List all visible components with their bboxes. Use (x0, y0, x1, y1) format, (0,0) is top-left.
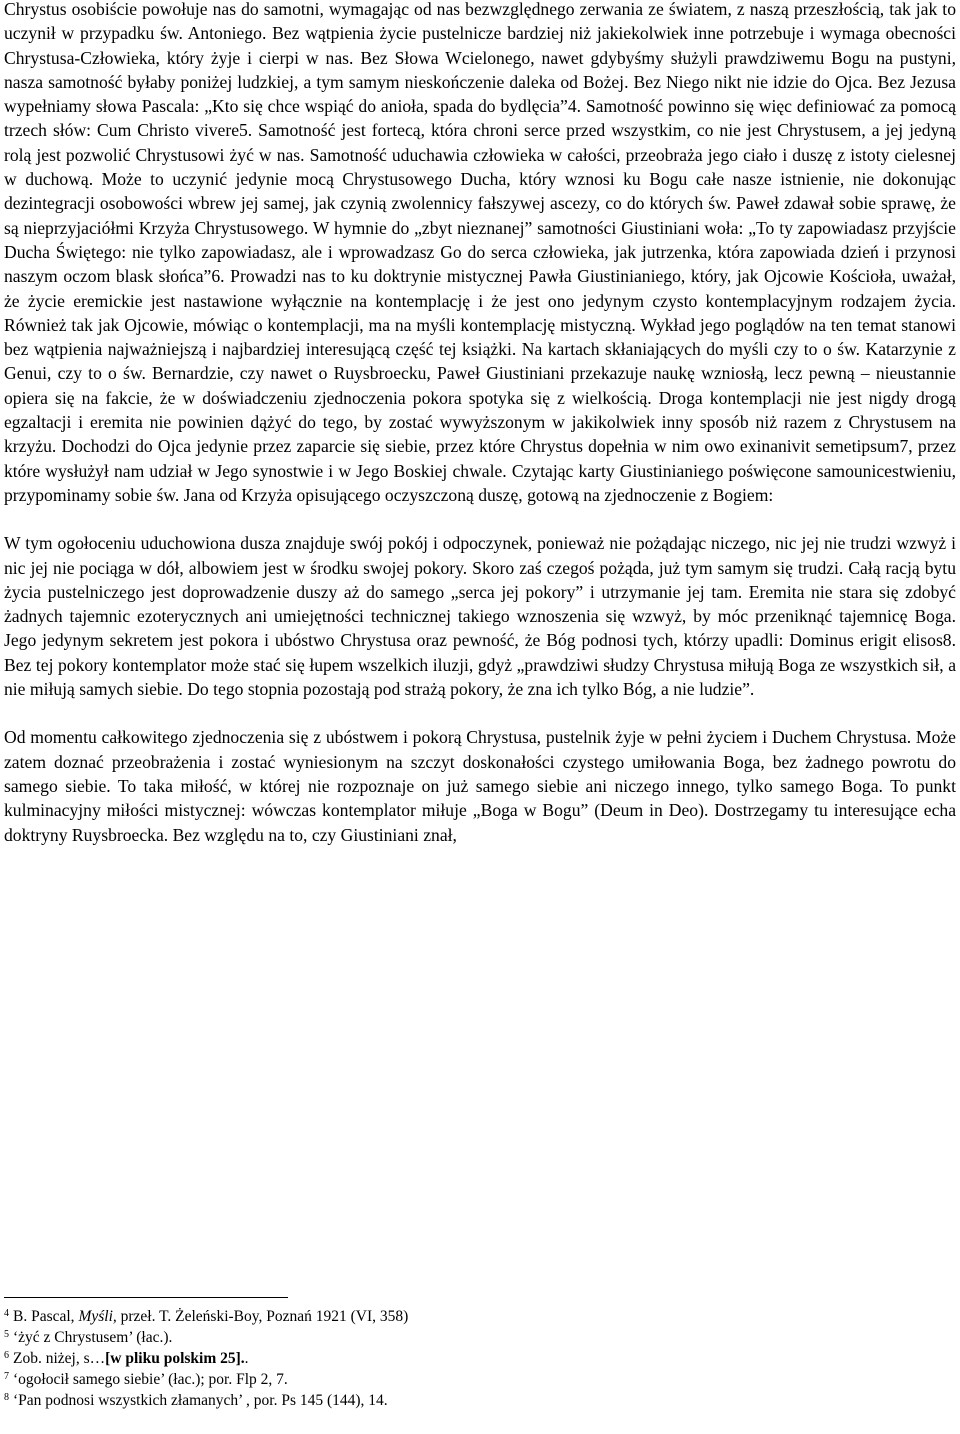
footnotes (4, 1297, 956, 1411)
footnote-number: 4 (4, 1308, 9, 1319)
footnote-4 (4, 1306, 956, 1327)
footnote-7 (4, 1369, 956, 1390)
footnote-text: B. Pascal, (13, 1308, 79, 1325)
body-paragraph-2: W tym ogołoceniu uduchowiona dusza znajduje swój pokój i odpoczynek, ponieważ nie pożądając niczego, nic jej nie trudzi wzwyż i nic jej nie pociąga w dół, albowiem jest w środku swojej pokory. Skoro zaś czegoś pożąda, już tym samym się trudzi. Całą racją bytu życia pustelniczego jest doprowadzenie duszy aż do samego „serca jej pokory” i utrzymanie jej tam. Eremita nie stara się zdobyć żadnych tajemnic ezoterycznych ani umiejętności technicznej takiego wznoszenia się wzwyż, by móc przeniknąć tajemnicę Boga. Jego jedynym sekretem jest pokora i ubóstwo Chrystusa oraz pewność, że Bóg podnosi tych, którzy upadli: Dominus erigit elisos8. Bez tej pokory kontemplator może stać się łupem wszelkich iluzji, gdyż „prawdziwi słudzy Chrystusa miłują Boga ze wszystkich sił, a nie miłują samych siebie. Do tego stopnia pozostają pod strażą pokory, że zna ich tylko Bóg, a nie ludzie”. (4, 533, 956, 700)
footnote-number: 6 (4, 1350, 9, 1361)
body-paragraph-3: Od momentu całkowitego zjednoczenia się z ubóstwem i pokorą Chrystusa, pustelnik żyje w pełni życiem i Duchem Chrystusa. Może zatem doznać przeobrażenia i zostać wyniesionym na szczyt doskonałości czystego umiłowania Boga, bez żadnego powrotu do samego siebie. To taka miłość, w której nie rozpoznaje on już samego siebie ani niczego innego, tylko samego Boga. To punkt kulminacyjny miłości mistycznej: wówczas kontemplator miłuje „Boga w Bogu” (Deum in Deo). Dostrzegamy tu interesujące echa doktryny Ruysbroecka. Bez względu na to, czy Giustiniani znał, (4, 727, 956, 845)
footnote-text: ‘Pan podnosi wszystkich złamanych’ , por. Ps 145 (144), 14. (13, 1392, 388, 1409)
footnote-number: 8 (4, 1392, 9, 1403)
footnote-text: ‘żyć z Chrystusem’ (łac.). (13, 1329, 173, 1346)
body-paragraph-1: Chrystus osobiście powołuje nas do samotni, wymagając od nas bezwzględnego zerwania ze światem, z naszą przeszłością, tak jak to uczynił w przypadku św. Antoniego. Bez wątpienia życie pustelnicze bardziej niż jakiekolwiek inne potrzebuje i wymaga obecności Chrystusa-Człowieka, który żyje i cierpi w nas. Bez Słowa Wcielonego, nawet gdybyśmy służyli prawdziwemu Bogu na pustyni, nasza samotność byłaby poniżej ludzkiej, a tym samym nieskończenie daleka od Bożej. Bez Niego nikt nie idzie do Ojca. Bez Jezusa wypełniamy słowa Pascala: „Kto się chce wspiąć do anioła, spada do bydlęcia”4. Samotność powinno się więc definiować za pomocą trzech słów: Cum Christo vivere5. Samotność jest fortecą, która chroni serce przed wszystkim, co nie jest Chrystusem, a jej jedyną rolą jest pozwolić Chrystusowi żyć w nas. Samotność uduchawia człowieka w całości, przeobraża jego ciało i duszę z istoty cielesnej w duchową. Może to uczynić jedynie mocą Chrystusowego Ducha, który wznosi ku Bogu całe nasze istnienie, nie dokonując dezintegracji osobowości wbrew jej samej, jak czynią zwolennicy fałszywej ascezy, co do których św. Paweł zdawał sobie sprawę, że są nieprzyjaciółmi Krzyża Chrystusowego. W hymnie do „zbyt nieznanej” samotności Giustiniani woła: „To ty zapowiadasz przyjście Ducha Świętego: nie tylko zapowiadasz, ale i wprowadzasz Go do serca człowieka, jak jutrzenka, która zapowiada dzień i przynosi naszym oczom blask słońca”6. Prowadzi nas to ku doktrynie mistycznej Pawła Giustinianiego, który, jak Ojcowie Kościoła, uważał, że życie eremickie jest nastawione wyłącznie na kontemplację i że jest ono jedynym czysto kontemplacyjnym rodzajem życia. Również tak jak Ojcowie, mówiąc o kontemplacji, ma na myśli kontemplację mistyczną. Wykład jego poglądów na ten temat stanowi bez wątpienia najważniejszą i najbardziej interesującą część tej książki. Na kartach skłaniających do myśli czy to o św. Katarzynie z Genui, czy to o św. Bernardzie, czy nawet o Ruysbroecku, Paweł Giustiniani przekazuje naukę wzniosłą, lecz pewną – nieustannie opiera się na fakcie, że w doświadczeniu zjednoczenia pokora spotyka się z wielkością. Droga kontemplacji nie jest nigdy drogą egzaltacji i eremita nie powinien dążyć do tego, by zostać wywyższonym w jakikolwiek inny sposób niż razem z Chrystusem na krzyżu. Dochodzi do Ojca jedynie przez zaparcie się siebie, przez które Chrystus dopełnia w nim owo exinanivit semetipsum7, przez które wysłużył nam udział w Jego synostwie i w Jego Boskiej chwale. Czytając karty Giustinianiego poświęcone samounicestwieniu, przypominamy sobie św. Jana od Krzyża opisującego oczyszczoną duszę, gotową na zjednoczenie z Bogiem: (4, 0, 956, 505)
footnote-text: przeł. T. Żeleński-Boy, Poznań 1921 (VI, 358) (116, 1308, 409, 1325)
footnote-separator (4, 1297, 288, 1298)
footnote-number: 5 (4, 1329, 9, 1340)
footnote-link-text: [w pliku polskim 25]. (105, 1350, 245, 1367)
footnote-text: ‘ogołocił samego siebie’ (łac.); por. Flp 2, 7. (13, 1371, 288, 1388)
footnote-5 (4, 1327, 956, 1348)
footnote-6 (4, 1348, 956, 1369)
footnote-text: Zob. niżej, s… (13, 1350, 106, 1367)
footnote-title: Myśli, (78, 1308, 117, 1325)
footnote-number: 7 (4, 1371, 9, 1382)
footnote-8 (4, 1390, 956, 1411)
footnote-text: . (244, 1350, 249, 1367)
